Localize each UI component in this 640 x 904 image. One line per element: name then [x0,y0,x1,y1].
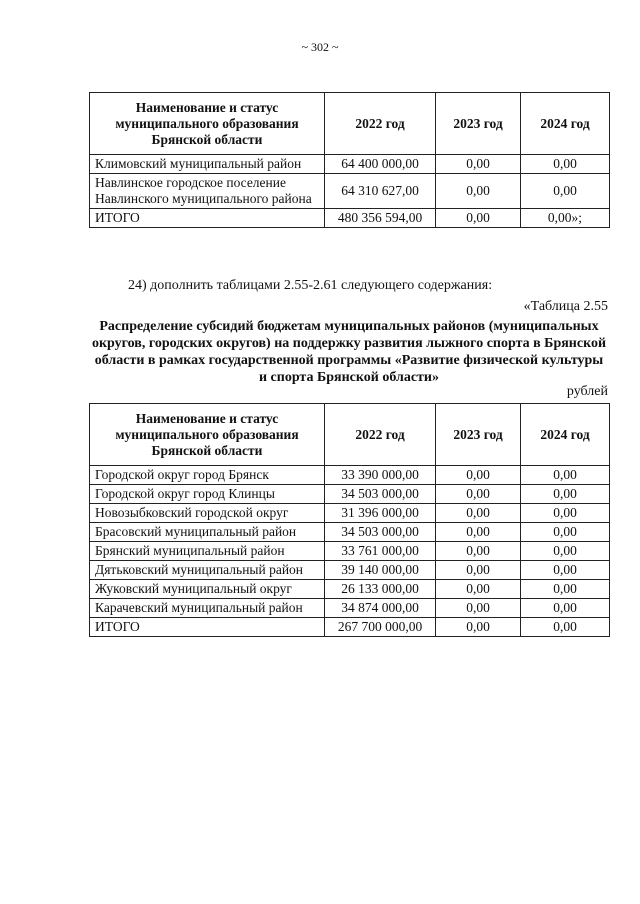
cell-2023: 0,00 [436,485,521,504]
cell-2023: 0,00 [436,466,521,485]
cell-name: Дятьковский муниципальный район [90,561,325,580]
cell-2022: 33 761 000,00 [325,542,436,561]
cell-name: Климовский муниципальный район [90,155,325,174]
header-name: Наименование и статус муниципального образования Брянской области [90,93,325,155]
cell-2022: 34 503 000,00 [325,485,436,504]
cell-2024: 0,00 [521,542,610,561]
table-row [90,523,610,542]
cell-2023: 0,00 [436,504,521,523]
cell-2022: 64 400 000,00 [325,155,436,174]
cell-2023: 0,00 [436,523,521,542]
cell-2023: 0,00 [436,618,521,637]
cell-2022: 267 700 000,00 [325,618,436,637]
table-total-row [90,618,610,637]
table-row [90,466,610,485]
cell-2023: 0,00 [436,599,521,618]
cell-2024: 0,00 [521,466,610,485]
cell-2022: 64 310 627,00 [325,174,436,209]
cell-2024: 0,00 [521,561,610,580]
page-number: ~ 302 ~ [301,40,339,54]
cell-2024: 0,00 [521,580,610,599]
cell-2023: 0,00 [436,542,521,561]
cell-2023: 0,00 [436,209,521,228]
table-row [90,561,610,580]
cell-name: Новозыбковский городской округ [90,504,325,523]
cell-2024: 0,00»; [521,209,610,228]
cell-2022: 39 140 000,00 [325,561,436,580]
cell-2023: 0,00 [436,580,521,599]
table-row [90,580,610,599]
cell-2024: 0,00 [521,155,610,174]
cell-2022: 31 396 000,00 [325,504,436,523]
cell-name: Жуковский муниципальный округ [90,580,325,599]
table-row [90,155,610,174]
cell-name: Карачевский муниципальный район [90,599,325,618]
cell-name: Городской округ город Брянск [90,466,325,485]
ski-subsidy-table [89,403,610,637]
amendment-paragraph: 24) дополнить таблицами 2.55-2.61 следующего содержания: [128,278,493,293]
table-row [90,542,610,561]
cell-2024: 0,00 [521,504,610,523]
cell-2023: 0,00 [436,561,521,580]
header-name: Наименование и статус муниципального образования Брянской области [90,404,325,466]
table-title: Распределение субсидий бюджетам муниципальных районов (муниципальных округов, городских округов) на поддержку развития лыжного спорта в Брянской области в рамках государственной программы «Развитие физической культуры и спорта Брянской области» [91,319,607,385]
cell-name: ИТОГО [90,209,325,228]
subsidy-table-continued [89,92,610,228]
cell-2024: 0,00 [521,618,610,637]
table-row [90,504,610,523]
table-header-row [90,404,610,466]
table-row [90,599,610,618]
cell-name: Брянский муниципальный район [90,542,325,561]
table-label: «Таблица 2.55 [523,299,608,314]
cell-2022: 33 390 000,00 [325,466,436,485]
cell-name: Городской округ город Клинцы [90,485,325,504]
cell-2024: 0,00 [521,523,610,542]
cell-2022: 480 356 594,00 [325,209,436,228]
cell-2024: 0,00 [521,599,610,618]
cell-2024: 0,00 [521,485,610,504]
table-total-row [90,209,610,228]
units-label: рублей [566,384,608,399]
header-2023: 2023 год [436,404,521,466]
header-2024: 2024 год [521,404,610,466]
cell-name: ИТОГО [90,618,325,637]
table-header-row [90,93,610,155]
cell-2022: 26 133 000,00 [325,580,436,599]
table-row [90,174,610,209]
header-2024: 2024 год [521,93,610,155]
header-2023: 2023 год [436,93,521,155]
header-2022: 2022 год [325,404,436,466]
table-row [90,485,610,504]
cell-2023: 0,00 [436,155,521,174]
cell-name: Навлинское городское поселение Навлинского муниципального района [90,174,325,209]
cell-2022: 34 503 000,00 [325,523,436,542]
cell-name: Брасовский муниципальный район [90,523,325,542]
cell-2024: 0,00 [521,174,610,209]
cell-2023: 0,00 [436,174,521,209]
cell-2022: 34 874 000,00 [325,599,436,618]
header-2022: 2022 год [325,93,436,155]
